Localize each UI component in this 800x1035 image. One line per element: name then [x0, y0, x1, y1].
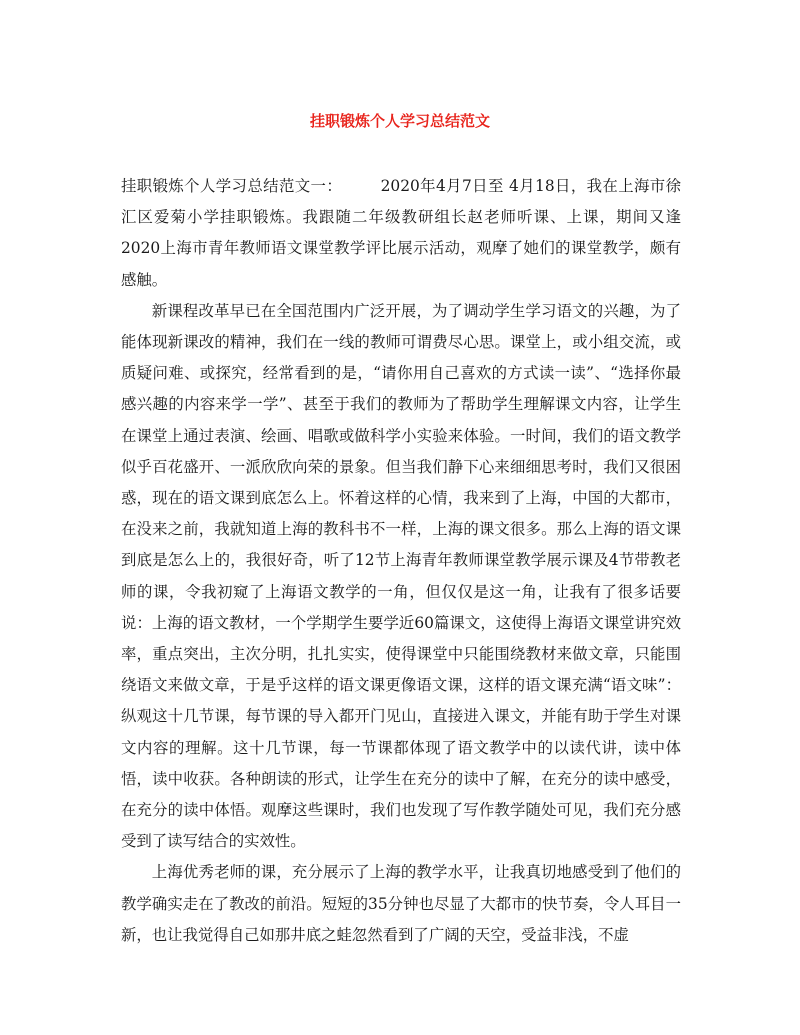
intro-label: 挂职锻炼个人学习总结范文一：: [121, 177, 343, 195]
document-title: 挂职锻炼个人学习总结范文: [309, 112, 490, 130]
paragraph-2: 新课程改革早已在全国范围内广泛开展，为了调动学生学习语文的兴趣，为了能体现新课改的精神，我们在一线的教师可谓费尽心思。课堂上，或小组交流，或质疑问难、或探究，经常看到的是，“请你用自己喜欢的方式读一读”、“选择你最感兴趣的内容来学一学”、甚至于我们的教师为了帮助学生理解课文内容，让学生在课堂上通过表演、绘画、唱歌或做科学小实验来体验。一时间，我们的语文教学似乎百花盛开、一派欣欣向荣的景象。但当我们静下心来细细思考时，我们又很困惑，现在的语文课到底怎么上。怀着这样的心情，我来到了上海，中国的大都市，在没来之前，我就知道上海的教科书不一样，上海的课文很多。那么上海的语文课到底是怎么上的，我很好奇，听了12节上海青年教师课堂教学展示课及4节带教老师的课，令我初窥了上海语文教学的一角，但仅仅是这一角，让我有了很多话要说：上海的语文教材，一个学期学生要学近60篇课文，这使得上海语文课堂讲究效率，重点突出，主次分明，扎扎实实，使得课堂中只能围绕教材来做文章，只能围绕语文来做文章，于是乎这样的语文课更像语文课，这样的语文课充满“语文味”：纵观这十几节课，每节课的导入都开门见山，直接进入课文，并能有助于学生对课文内容的理解。这十几节课，每一节课都体现了语文教学中的以读代讲，读中体悟，读中收获。各种朗读的形式，让学生在充分的读中了解，在充分的读中感受，在充分的读中体悟。观摩这些课时，我们也发现了写作教学随处可见，我们充分感受到了读写结合的实效性。: [121, 301, 681, 851]
paragraph-3: 上海优秀老师的课，充分展示了上海的教学水平，让我真切地感受到了他们的教学确实走在了教改的前沿。短短的35分钟也尽显了大都市的快节奏，令人耳目一新，也让我觉得自己如那井底之蛙忽然看到了广阔的天空，受益非浅，不虚: [121, 863, 681, 944]
document-body: [121, 171, 681, 951]
paragraph-1-text: 2020年4月7日至 4月18日，我在上海市徐汇区爱菊小学挂职锻炼。我跟随二年级教研组长赵老师听课、上课，期间又逢2020上海市青年教师语文课堂教学评比展示活动，观摩了她们的课堂教学，颇有感触。: [121, 177, 681, 289]
paragraph-1: [121, 171, 681, 296]
